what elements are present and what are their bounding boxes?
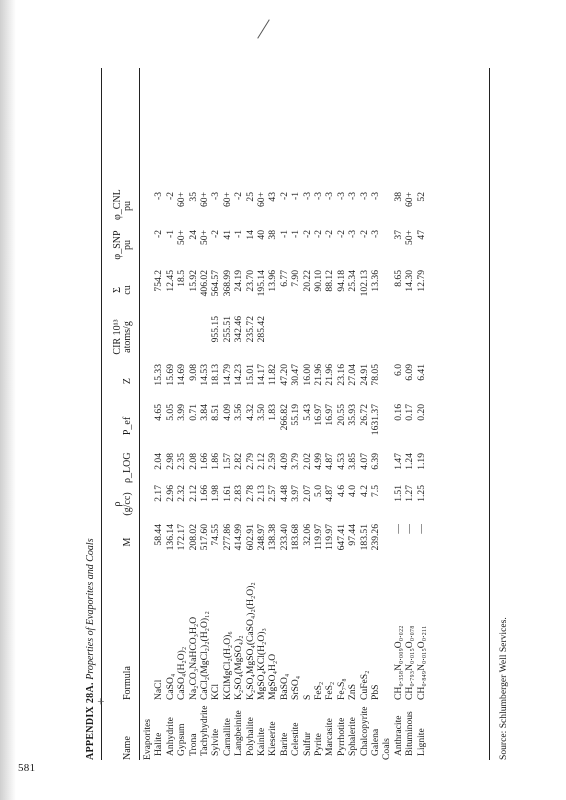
cell-formula: SrSO₄ bbox=[290, 675, 302, 700]
cell-Z: 11.82 bbox=[267, 364, 279, 386]
cell-name: Barite bbox=[278, 732, 290, 756]
cell-rhoLOG: 4.53 bbox=[335, 453, 347, 470]
cell-name: Kainite bbox=[256, 727, 267, 756]
cell-name: Galena bbox=[370, 728, 381, 756]
table-caption: Properties of Evaporites and Coals bbox=[85, 538, 96, 680]
cell-Pe: 0.16 bbox=[392, 404, 404, 421]
cell-name: Pyrite bbox=[313, 733, 324, 756]
scan-shadow bbox=[0, 0, 16, 800]
cell-rhoLOG: 4.87 bbox=[324, 453, 336, 470]
cell-M: 58.44 bbox=[153, 524, 165, 546]
cell-sigma: 13.36 bbox=[370, 270, 381, 292]
cell-rhoLOG: 2.08 bbox=[187, 453, 199, 470]
cell-sigma: 564.57 bbox=[210, 270, 222, 297]
cell-formula: PbS bbox=[370, 684, 381, 700]
cell-M: 119.97 bbox=[313, 524, 324, 551]
cell-Pe: 1.83 bbox=[267, 404, 279, 421]
cell-name: Carnallite bbox=[221, 718, 233, 756]
cell-Z: 21.96 bbox=[324, 364, 336, 386]
cell-formula: KClMgCl₂(H₂O)₆ bbox=[221, 631, 233, 700]
cell-Z: 18.13 bbox=[210, 364, 222, 386]
cell-phiCNL: 60+ bbox=[404, 192, 416, 208]
cell-sigma: 195.14 bbox=[256, 270, 267, 297]
cell-formula: KCl bbox=[210, 684, 222, 700]
column-header-phiSNP bbox=[113, 230, 133, 260]
cell-rhoLOG: 1.66 bbox=[199, 453, 210, 470]
cell-phiCNL: 60+ bbox=[199, 192, 210, 208]
cell-formula: CaCl₂(MgCl₂)₂(H₂O)₁₂ bbox=[199, 611, 210, 700]
cell-phiSNP: -2 bbox=[358, 230, 370, 238]
cell-phiCNL: -3 bbox=[210, 192, 222, 200]
cell-formula: FeS₂ bbox=[313, 681, 324, 700]
cell-rhoLOG: 2.59 bbox=[267, 453, 279, 470]
column-header-label: CIR 10¹³ bbox=[112, 319, 123, 355]
cell-phiSNP: -1 bbox=[164, 230, 176, 238]
cell-formula: Fe₇S₈ bbox=[335, 678, 347, 700]
registration-mark: + bbox=[93, 697, 108, 705]
cell-rho: 4.6 bbox=[335, 485, 347, 497]
cell-phiCNL: 25 bbox=[244, 192, 256, 202]
cell-rhoLOG: 2.79 bbox=[244, 453, 256, 470]
cell-Z: 27.04 bbox=[347, 364, 359, 386]
cell-sigma: 12.79 bbox=[415, 270, 427, 292]
cell-phiSNP: -1 bbox=[233, 230, 245, 238]
cell-CIR: 955.15 bbox=[210, 316, 222, 343]
cell-Z: 47.20 bbox=[278, 364, 290, 386]
cell-M: 32.06 bbox=[301, 524, 313, 546]
cell-rhoLOG: 4.09 bbox=[278, 453, 290, 470]
column-header-sigma bbox=[113, 270, 133, 310]
cell-sigma: 368.99 bbox=[221, 270, 233, 297]
cell-M: 647.41 bbox=[335, 524, 347, 551]
cell-phiSNP: -2 bbox=[301, 230, 313, 238]
column-header-Z bbox=[123, 364, 133, 398]
cell-phiSNP: -2 bbox=[324, 230, 336, 238]
cell-phiSNP: -2 bbox=[153, 230, 165, 238]
cell-Pe: 4.32 bbox=[244, 404, 256, 421]
cell-rho: 2.07 bbox=[301, 485, 313, 502]
cell-phiCNL: -2 bbox=[233, 192, 245, 200]
cell-rhoLOG: 1.19 bbox=[415, 453, 427, 470]
cell-CIR: 342.46 bbox=[233, 316, 245, 343]
column-header-unit: pu bbox=[122, 240, 133, 250]
cell-name: Marcasite bbox=[324, 718, 336, 756]
cell-name: Halite bbox=[153, 732, 165, 756]
cell-M: — bbox=[392, 524, 404, 534]
cell-rho: 5.0 bbox=[313, 485, 324, 497]
column-header-label: ρ bbox=[112, 501, 123, 507]
column-header-label: ρ_LOG bbox=[122, 452, 133, 483]
cell-phiSNP: -2 bbox=[313, 230, 324, 238]
cell-Pe: 4.65 bbox=[153, 404, 165, 421]
column-header-label: φ_SNP bbox=[112, 230, 123, 260]
cell-rho: 2.12 bbox=[187, 485, 199, 502]
cell-Z: 21.96 bbox=[313, 364, 324, 386]
cell-sigma: 94.18 bbox=[335, 270, 347, 292]
cell-rho: 4.0 bbox=[347, 485, 359, 497]
cell-M: 183.68 bbox=[290, 524, 302, 551]
cell-rho: 7.5 bbox=[370, 485, 381, 497]
cell-M: 183.51 bbox=[358, 524, 370, 551]
cell-phiCNL: -3 bbox=[313, 192, 324, 200]
cell-name: Lignite bbox=[415, 728, 427, 756]
cell-phiSNP: -1 bbox=[278, 230, 290, 238]
cell-rho: 1.25 bbox=[415, 485, 427, 502]
cell-name: Bituminous bbox=[404, 711, 416, 756]
cell-rho: 4.2 bbox=[358, 485, 370, 497]
cell-phiCNL: -1 bbox=[290, 192, 302, 200]
cell-Pe: 4.09 bbox=[221, 404, 233, 421]
group-heading: Evaporites bbox=[142, 718, 153, 760]
cell-M: 136.14 bbox=[164, 524, 176, 551]
cell-phiCNL: 60+ bbox=[256, 192, 267, 208]
cell-rho: 4.48 bbox=[278, 485, 290, 502]
cell-Z: 6.09 bbox=[404, 364, 416, 381]
cell-formula: CuFeS₂ bbox=[358, 670, 370, 700]
cell-sigma: 90.10 bbox=[313, 270, 324, 292]
cell-phiSNP: 50+ bbox=[176, 230, 188, 246]
column-header-M bbox=[123, 524, 133, 560]
cell-Z: 14.79 bbox=[221, 364, 233, 386]
column-header-label: φ_CNL bbox=[112, 189, 123, 220]
column-header-unit: (g/cc) bbox=[122, 492, 133, 516]
cell-Pe: 3.99 bbox=[176, 404, 188, 421]
cell-rho: 1.51 bbox=[392, 485, 404, 502]
column-header-label: Σ bbox=[112, 287, 123, 293]
cell-sigma: 20.22 bbox=[301, 270, 313, 292]
cell-Pe: 26.72 bbox=[358, 404, 370, 426]
cell-rho: 4.87 bbox=[324, 485, 336, 502]
cell-phiCNL: 35 bbox=[187, 192, 199, 202]
cell-phiSNP: 47 bbox=[415, 230, 427, 240]
cell-sigma: 14.30 bbox=[404, 270, 416, 292]
cell-Pe: 1631.37 bbox=[370, 404, 381, 436]
cell-rho: 2.57 bbox=[267, 485, 279, 502]
cell-formula: NaCl bbox=[153, 679, 165, 700]
cell-name: Celestite bbox=[290, 722, 302, 756]
cell-Pe: 16.97 bbox=[324, 404, 336, 426]
cell-Z: 15.69 bbox=[164, 364, 176, 386]
cell-CIR: 285.42 bbox=[256, 316, 267, 343]
cell-name: Pyrrhotite bbox=[335, 717, 347, 756]
column-header-label: P_ef bbox=[122, 416, 133, 436]
cell-phiCNL: -3 bbox=[335, 192, 347, 200]
cell-name: Chalcopyrite bbox=[358, 706, 370, 756]
cell-phiSNP: 50+ bbox=[404, 230, 416, 246]
cell-sigma: 754.2 bbox=[153, 270, 165, 292]
cell-phiSNP: -1 bbox=[290, 230, 302, 238]
page-number: 581 bbox=[18, 762, 36, 774]
cell-phiCNL: -3 bbox=[324, 192, 336, 200]
source-note: Source: Schlumberger Well Services. bbox=[498, 617, 509, 760]
column-header-label: M bbox=[122, 537, 133, 547]
cell-Z: 16.00 bbox=[301, 364, 313, 386]
cell-rhoLOG: 2.98 bbox=[164, 453, 176, 470]
cell-Z: 24.91 bbox=[358, 364, 370, 386]
cell-rhoLOG: 1.57 bbox=[221, 453, 233, 470]
cell-phiSNP: 37 bbox=[392, 230, 404, 240]
cell-rhoLOG: 4.99 bbox=[313, 453, 324, 470]
cell-sigma: 6.77 bbox=[278, 270, 290, 287]
cell-Pe: 0.71 bbox=[187, 404, 199, 421]
cell-M: 277.86 bbox=[221, 524, 233, 551]
top-rule bbox=[101, 68, 102, 760]
cell-M: 233.40 bbox=[278, 524, 290, 551]
cell-Z: 30.47 bbox=[290, 364, 302, 386]
cell-sigma: 18.5 bbox=[176, 270, 188, 287]
cell-phiCNL: -3 bbox=[347, 192, 359, 200]
cell-name: Anthracite bbox=[392, 715, 404, 756]
cell-sigma: 7.90 bbox=[290, 270, 302, 287]
cell-phiCNL: 52 bbox=[415, 192, 427, 202]
cell-formula: MgSO₄H₂O bbox=[267, 653, 279, 700]
cell-phiSNP: -3 bbox=[347, 230, 359, 238]
cell-sigma: 406.02 bbox=[199, 270, 210, 297]
cell-formula: MgSO₄KCl(H₂O)₃ bbox=[256, 628, 267, 700]
cell-phiSNP: 50+ bbox=[199, 230, 210, 246]
cell-Pe: 16.97 bbox=[313, 404, 324, 426]
column-header-rhoLOG bbox=[123, 453, 133, 483]
cell-name: Anhydrite bbox=[164, 717, 176, 756]
cell-M: — bbox=[404, 524, 416, 534]
cell-formula: S bbox=[301, 694, 313, 700]
cell-M: 119.97 bbox=[324, 524, 336, 551]
rotated-table-page bbox=[85, 20, 540, 760]
cell-Pe: 0.20 bbox=[415, 404, 427, 421]
cell-Pe: 8.51 bbox=[210, 404, 222, 421]
cell-rhoLOG: 1.24 bbox=[404, 453, 416, 470]
cell-phiSNP: 38 bbox=[267, 230, 279, 240]
cell-M: — bbox=[415, 524, 427, 534]
cell-M: 208.02 bbox=[187, 524, 199, 551]
cell-name: Polyhalite bbox=[244, 717, 256, 756]
cell-formula: CaSO₄(H₂O)₂ bbox=[176, 646, 188, 700]
cell-formula: CH₀.₇₉₃N₀.₀₁₅O₀.₀₇₈ bbox=[404, 625, 416, 700]
cell-phiCNL: 43 bbox=[267, 192, 279, 202]
cell-formula: K₂SO₄MgSO₄(CaSO₄)₂(H₂O)₂ bbox=[244, 582, 256, 700]
cell-name: Langbeinite bbox=[233, 710, 245, 756]
cell-rhoLOG: 6.39 bbox=[370, 453, 381, 470]
cell-rho: 2.83 bbox=[233, 485, 245, 502]
bottom-rule bbox=[489, 68, 490, 760]
cell-sigma: 102.13 bbox=[358, 270, 370, 297]
cell-rho: 1.27 bbox=[404, 485, 416, 502]
cell-name: Trona bbox=[187, 733, 199, 756]
cell-M: 414.99 bbox=[233, 524, 245, 551]
cell-name: Sphalerite bbox=[347, 717, 359, 756]
cell-rhoLOG: 2.12 bbox=[256, 453, 267, 470]
cell-Z: 9.08 bbox=[187, 364, 199, 381]
cell-Z: 14.53 bbox=[199, 364, 210, 386]
cell-M: 74.55 bbox=[210, 524, 222, 546]
column-header-unit: cu bbox=[122, 285, 133, 295]
cell-CIR: 255.51 bbox=[221, 316, 233, 343]
cell-Pe: 3.84 bbox=[199, 404, 210, 421]
header-rule bbox=[139, 68, 140, 760]
cell-rhoLOG: 2.82 bbox=[233, 453, 245, 470]
cell-rho: 3.97 bbox=[290, 485, 302, 502]
column-header-CIR bbox=[113, 316, 133, 358]
cell-formula: FeS₂ bbox=[324, 681, 336, 700]
cell-formula: K₂SO₄(MgSO₄)₂ bbox=[233, 635, 245, 700]
cell-sigma: 13.96 bbox=[267, 270, 279, 292]
column-header-label: Z bbox=[122, 377, 133, 385]
cell-Z: 14.23 bbox=[233, 364, 245, 386]
cell-rhoLOG: 3.85 bbox=[347, 453, 359, 470]
cell-M: 97.44 bbox=[347, 524, 359, 546]
column-header-Pe bbox=[123, 404, 133, 448]
cell-phiCNL: -3 bbox=[358, 192, 370, 200]
cell-rhoLOG: 3.79 bbox=[290, 453, 302, 470]
cell-rho: 1.66 bbox=[199, 485, 210, 502]
cell-formula: BaSO₄ bbox=[278, 673, 290, 700]
cell-phiSNP: -2 bbox=[335, 230, 347, 238]
cell-Pe: 35.93 bbox=[347, 404, 359, 426]
column-header-rho bbox=[113, 485, 133, 523]
column-header-name bbox=[123, 702, 133, 760]
cell-sigma: 12.45 bbox=[164, 270, 176, 292]
column-header-unit: pu bbox=[122, 201, 133, 211]
cell-rhoLOG: 2.04 bbox=[153, 453, 165, 470]
cell-Pe: 0.17 bbox=[404, 404, 416, 421]
cell-phiCNL: 38 bbox=[392, 192, 404, 202]
cell-phiSNP: 40 bbox=[256, 230, 267, 240]
cell-Z: 23.16 bbox=[335, 364, 347, 386]
cell-name: Kieserite bbox=[267, 721, 279, 756]
cell-M: 239.26 bbox=[370, 524, 381, 551]
table-title bbox=[85, 538, 96, 760]
cell-Pe: 55.19 bbox=[290, 404, 302, 426]
cell-name: Tachyhydrite bbox=[199, 705, 210, 756]
cell-name: Sylvite bbox=[210, 728, 222, 756]
cell-rho: 2.96 bbox=[164, 485, 176, 502]
cell-phiCNL: 60+ bbox=[176, 192, 188, 208]
cell-M: 172.17 bbox=[176, 524, 188, 551]
cell-phiCNL: -2 bbox=[278, 192, 290, 200]
cell-Pe: 3.56 bbox=[233, 404, 245, 421]
cell-rho: 2.13 bbox=[256, 485, 267, 502]
column-header-unit: atoms/g bbox=[122, 321, 133, 353]
cell-sigma: 25.34 bbox=[347, 270, 359, 292]
cell-phiCNL: -3 bbox=[301, 192, 313, 200]
cell-Z: 14.17 bbox=[256, 364, 267, 386]
cell-phiCNL: -2 bbox=[164, 192, 176, 200]
cell-phiSNP: -3 bbox=[370, 230, 381, 238]
cell-sigma: 23.70 bbox=[244, 270, 256, 292]
cell-phiSNP: 14 bbox=[244, 230, 256, 240]
cell-rhoLOG: 1.86 bbox=[210, 453, 222, 470]
cell-CIR: 235.72 bbox=[244, 316, 256, 343]
cell-name: Gypsum bbox=[176, 723, 188, 756]
cell-Z: 14.69 bbox=[176, 364, 188, 386]
cell-phiSNP: 24 bbox=[187, 230, 199, 240]
cell-M: 602.91 bbox=[244, 524, 256, 551]
column-header-formula bbox=[123, 562, 133, 700]
cell-rhoLOG: 1.47 bbox=[392, 453, 404, 470]
cell-rho: 2.32 bbox=[176, 485, 188, 502]
cell-formula: CaSO₄ bbox=[164, 673, 176, 700]
cell-sigma: 8.65 bbox=[392, 270, 404, 287]
cell-sigma: 88.12 bbox=[324, 270, 336, 292]
cell-Pe: 3.50 bbox=[256, 404, 267, 421]
cell-phiCNL: -3 bbox=[370, 192, 381, 200]
cell-name: Sulfur bbox=[301, 732, 313, 756]
cell-rhoLOG: 4.07 bbox=[358, 453, 370, 470]
cell-formula: CH₀.₃₅₈N₀.₀₀₉O₀.₀₂₂ bbox=[392, 625, 404, 700]
cell-M: 248.97 bbox=[256, 524, 267, 551]
cell-phiCNL: 60+ bbox=[221, 192, 233, 208]
cell-phiSNP: 41 bbox=[221, 230, 233, 240]
cell-Z: 15.01 bbox=[244, 364, 256, 386]
cell-sigma: 24.19 bbox=[233, 270, 245, 292]
column-header-phiCNL bbox=[112, 189, 133, 220]
cell-phiCNL: -3 bbox=[153, 192, 165, 200]
column-header-label: Name bbox=[122, 736, 133, 760]
cell-sigma: 15.92 bbox=[187, 270, 199, 292]
cell-formula: ZnS bbox=[347, 684, 359, 700]
cell-rho: 1.61 bbox=[221, 485, 233, 502]
cell-rho: 1.98 bbox=[210, 485, 222, 502]
cell-Pe: 20.55 bbox=[335, 404, 347, 426]
cell-Z: 15.33 bbox=[153, 364, 165, 386]
cell-Z: 6.41 bbox=[415, 364, 427, 381]
appendix-label: APPENDIX 28A. bbox=[85, 682, 96, 760]
cell-phiSNP: -2 bbox=[210, 230, 222, 238]
cell-rho: 2.17 bbox=[153, 485, 165, 502]
cell-Pe: 266.82 bbox=[278, 404, 290, 431]
cell-Pe: 5.05 bbox=[164, 404, 176, 421]
cell-rho: 2.78 bbox=[244, 485, 256, 502]
cell-Pe: 5.43 bbox=[301, 404, 313, 421]
group-heading: Coals bbox=[381, 738, 393, 760]
cell-Z: 78.05 bbox=[370, 364, 381, 386]
cell-M: 517.60 bbox=[199, 524, 210, 551]
cell-formula: Na₂CO₃NaHCO₃H₂O bbox=[187, 616, 199, 700]
column-header-label: Formula bbox=[122, 666, 133, 700]
cell-M: 138.38 bbox=[267, 524, 279, 551]
cell-Z: 6.0 bbox=[392, 364, 404, 376]
cell-rhoLOG: 2.02 bbox=[301, 453, 313, 470]
cell-rhoLOG: 2.35 bbox=[176, 453, 188, 470]
cell-formula: CH₀.₈₄₉N₀.₀₁₅O₀.₂₁₁ bbox=[415, 625, 427, 700]
